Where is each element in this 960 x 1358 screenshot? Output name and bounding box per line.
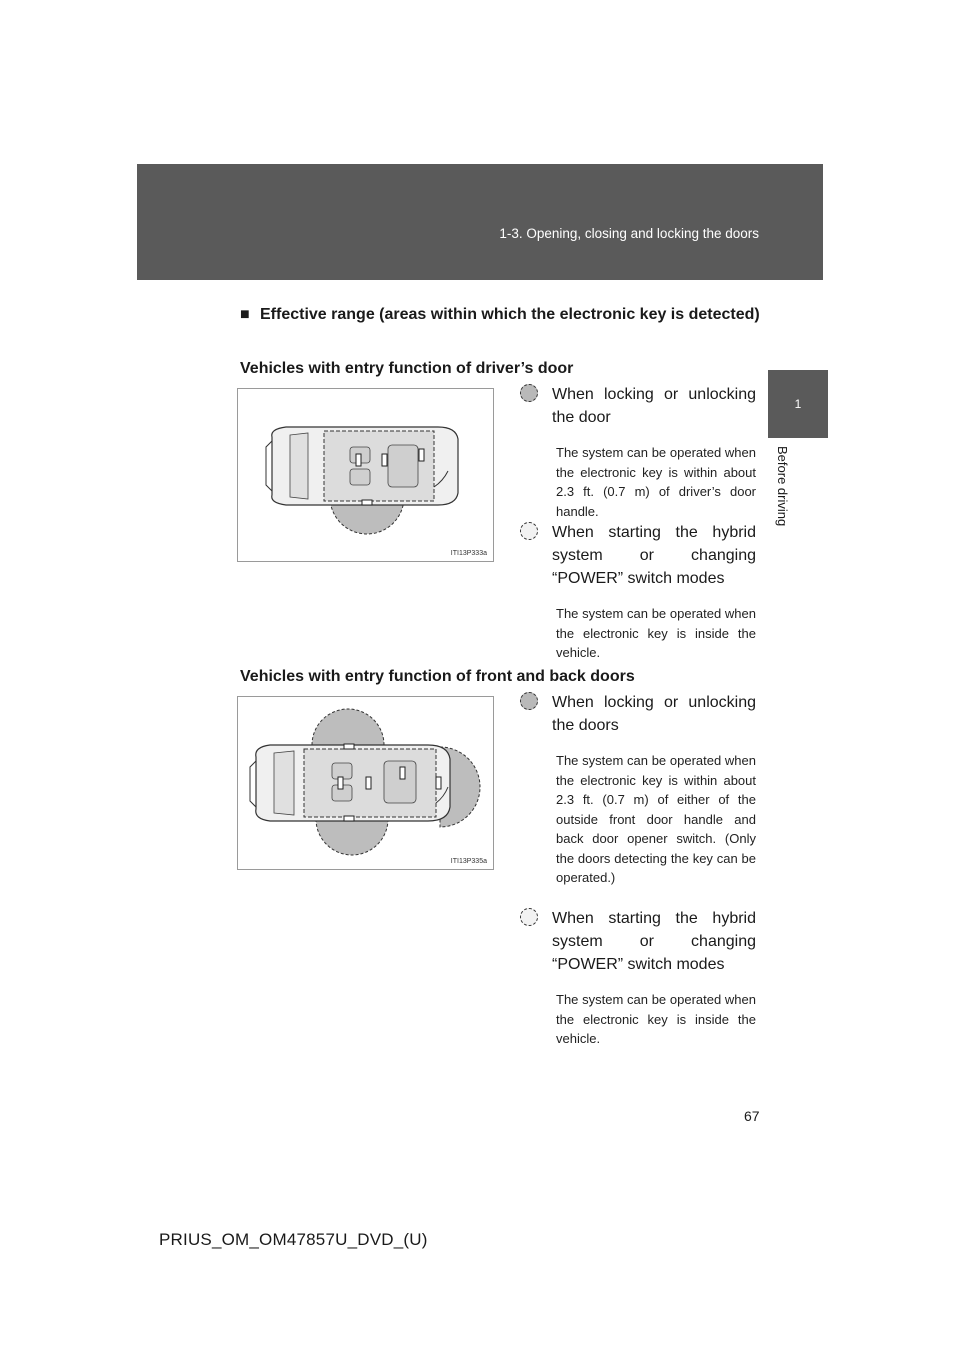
item-title: When locking or unlocking the doors (552, 694, 756, 734)
document-code: PRIUS_OM_OM47857U_DVD_(U) (159, 1230, 428, 1249)
car-front-bumper (266, 441, 272, 491)
car-top-view-illustration (238, 389, 493, 561)
bullet-icon: ■ (240, 306, 250, 323)
range-item-lock-unlock (520, 383, 756, 521)
item-description: The system can be operated when the electronic key is inside the vehicle. (556, 992, 756, 1046)
figure-front-back-doors-range (237, 696, 494, 870)
item-description: The system can be operated when the electronic key is inside the vehicle. (556, 606, 756, 660)
header-band (137, 164, 823, 280)
range-item-lock-unlock (520, 691, 756, 888)
antenna-icon (338, 777, 343, 789)
front-seat-right (350, 469, 370, 485)
item-title: When starting the hybrid system or changing “POWER” switch modes (552, 524, 756, 587)
figure-code: ITI13P335a (450, 858, 487, 865)
group-heading-drivers-door: Vehicles with entry function of driver’s door (240, 360, 574, 377)
door-antenna-icon (362, 500, 372, 505)
door-antenna-icon (344, 816, 354, 821)
cabin-zone-marker-icon (520, 522, 538, 540)
figure-code: ITI13P333a (450, 550, 487, 557)
section-heading-text: Effective range (areas within which the electronic key is detected) (260, 306, 760, 323)
chapter-tab (768, 370, 828, 438)
antenna-icon (419, 449, 424, 461)
antenna-icon (436, 777, 441, 789)
car-hood (290, 433, 308, 499)
detection-zone-marker-icon (520, 384, 538, 402)
range-item-start-system (520, 907, 756, 1049)
antenna-icon (366, 777, 371, 789)
item-description: The system can be operated when the electronic key is within about 2.3 ft. (0.7 m) of either of the outside front door handle and back door opener switch. (Only the doors detecting the key can be operated.) (556, 753, 756, 885)
item-title: When starting the hybrid system or changing “POWER” switch modes (552, 910, 756, 973)
car-top-view-illustration (238, 697, 493, 869)
rear-seat (388, 445, 418, 487)
car-front-bumper (250, 761, 256, 807)
figure-drivers-door-range (237, 388, 494, 562)
range-item-start-system (520, 521, 756, 663)
chapter-label: Before driving (775, 446, 790, 527)
antenna-icon (356, 454, 361, 466)
chapter-number: 1 (794, 397, 802, 411)
item-title: When locking or unlocking the door (552, 386, 756, 426)
detection-zone-passenger-door (312, 709, 384, 745)
detection-zone-marker-icon (520, 692, 538, 710)
section-title: 1-3. Opening, closing and locking the doors (499, 226, 759, 241)
car-hood (274, 751, 294, 815)
group-heading-front-back-doors: Vehicles with entry function of front and back doors (240, 668, 635, 685)
antenna-icon (382, 454, 387, 466)
antenna-icon (400, 767, 405, 779)
section-heading (240, 302, 776, 327)
detection-zone-driver-door (316, 819, 388, 855)
cabin-zone-marker-icon (520, 908, 538, 926)
page-number: 67 (744, 1108, 760, 1124)
door-antenna-icon (344, 744, 354, 749)
item-description: The system can be operated when the electronic key is within about 2.3 ft. (0.7 m) of driver’s door handle. (556, 445, 756, 519)
